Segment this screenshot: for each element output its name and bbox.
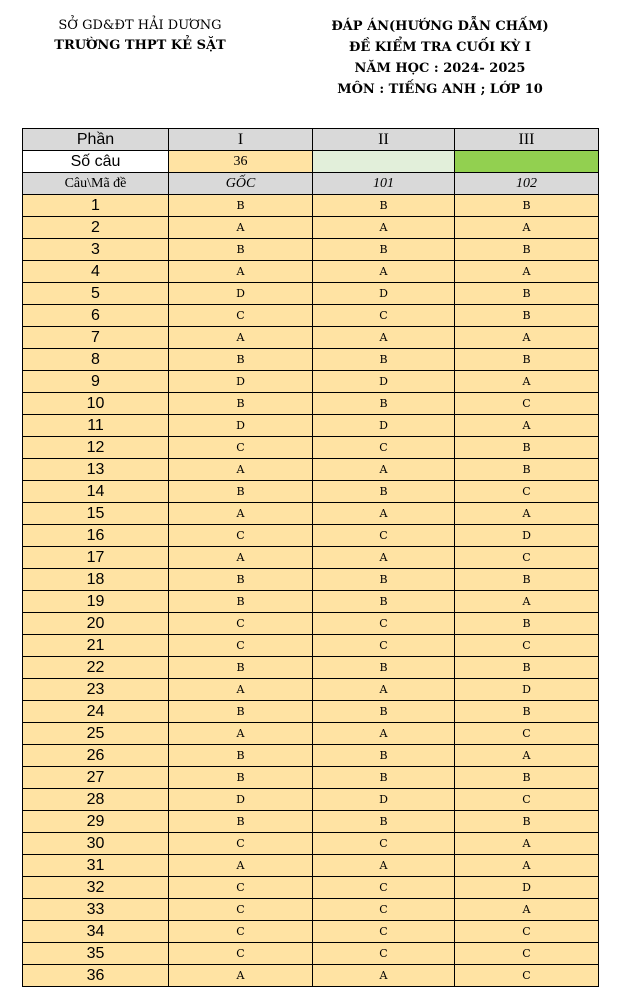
answer-code-101: A: [313, 327, 455, 349]
answer-row: [23, 459, 599, 481]
answer-original: B: [169, 195, 313, 217]
answer-code-102: A: [455, 261, 599, 283]
answer-code-101: C: [313, 921, 455, 943]
answer-original: A: [169, 679, 313, 701]
question-number: 17: [23, 547, 169, 569]
exam-code-row: [23, 173, 599, 195]
answer-key-table: [22, 128, 599, 987]
answer-row: [23, 811, 599, 833]
answer-code-101: B: [313, 701, 455, 723]
question-number: 4: [23, 261, 169, 283]
question-number: 15: [23, 503, 169, 525]
answer-code-101: A: [313, 855, 455, 877]
answer-code-102: C: [455, 965, 599, 987]
exam-code-101: 101: [313, 173, 455, 195]
question-number: 5: [23, 283, 169, 305]
question-number: 3: [23, 239, 169, 261]
answer-code-102: B: [455, 283, 599, 305]
school-year: NĂM HỌC : 2024- 2025: [354, 61, 526, 76]
part-header-row: [23, 129, 599, 151]
answer-code-102: B: [455, 437, 599, 459]
answer-row: [23, 855, 599, 877]
answer-code-102: B: [455, 239, 599, 261]
answer-code-101: A: [313, 217, 455, 239]
answer-code-102: C: [455, 943, 599, 965]
answer-original: B: [169, 349, 313, 371]
answer-code-102: D: [455, 679, 599, 701]
answer-code-101: A: [313, 261, 455, 283]
answer-original: D: [169, 371, 313, 393]
document-title-block: [320, 16, 560, 100]
question-number: 22: [23, 657, 169, 679]
answer-code-102: B: [455, 349, 599, 371]
question-number: 32: [23, 877, 169, 899]
question-number: 31: [23, 855, 169, 877]
answer-row: [23, 767, 599, 789]
answer-code-101: C: [313, 943, 455, 965]
answer-row: [23, 921, 599, 943]
question-number: 24: [23, 701, 169, 723]
answer-code-101: A: [313, 459, 455, 481]
question-number: 18: [23, 569, 169, 591]
answer-code-101: B: [313, 195, 455, 217]
answer-row: [23, 657, 599, 679]
answer-original: B: [169, 745, 313, 767]
answer-row: [23, 789, 599, 811]
answer-original: A: [169, 459, 313, 481]
question-code-label: Câu\Mã đề: [23, 173, 169, 195]
answer-code-101: A: [313, 965, 455, 987]
answer-row: [23, 217, 599, 239]
question-number: 8: [23, 349, 169, 371]
answer-row: [23, 283, 599, 305]
answer-code-102: A: [455, 833, 599, 855]
question-number: 26: [23, 745, 169, 767]
question-number: 29: [23, 811, 169, 833]
answer-original: B: [169, 811, 313, 833]
answer-row: [23, 481, 599, 503]
answer-row: [23, 877, 599, 899]
question-number: 23: [23, 679, 169, 701]
answer-original: A: [169, 965, 313, 987]
answer-row: [23, 569, 599, 591]
answer-row: [23, 899, 599, 921]
answer-code-102: B: [455, 767, 599, 789]
answer-code-102: A: [455, 415, 599, 437]
answer-code-102: B: [455, 657, 599, 679]
answer-row: [23, 371, 599, 393]
question-number: 12: [23, 437, 169, 459]
school-name: TRƯỜNG THPT KẺ SẶT: [54, 38, 226, 53]
answer-original: C: [169, 613, 313, 635]
answer-code-102: D: [455, 525, 599, 547]
answer-code-102: A: [455, 899, 599, 921]
answer-code-102: B: [455, 701, 599, 723]
answer-code-101: D: [313, 789, 455, 811]
question-number: 1: [23, 195, 169, 217]
answer-original: B: [169, 767, 313, 789]
answer-row: [23, 261, 599, 283]
question-number: 27: [23, 767, 169, 789]
answer-code-102: C: [455, 393, 599, 415]
answer-code-102: B: [455, 195, 599, 217]
answer-code-102: C: [455, 547, 599, 569]
answer-original: B: [169, 569, 313, 591]
question-number: 14: [23, 481, 169, 503]
question-number: 28: [23, 789, 169, 811]
answer-original: D: [169, 415, 313, 437]
question-count-row: [23, 151, 599, 173]
answer-code-102: A: [455, 591, 599, 613]
answer-row: [23, 679, 599, 701]
answer-code-102: C: [455, 723, 599, 745]
answer-original: C: [169, 943, 313, 965]
answer-row: [23, 701, 599, 723]
answer-code-101: A: [313, 679, 455, 701]
answer-code-101: C: [313, 899, 455, 921]
answer-original: A: [169, 217, 313, 239]
answer-code-101: B: [313, 591, 455, 613]
question-count-part-iii: [455, 151, 599, 173]
answer-row: [23, 327, 599, 349]
question-number: 20: [23, 613, 169, 635]
answer-row: [23, 503, 599, 525]
question-number: 25: [23, 723, 169, 745]
answer-code-102: A: [455, 371, 599, 393]
department-name: SỞ GD&ĐT HẢI DƯƠNG: [58, 18, 222, 33]
answer-original: B: [169, 239, 313, 261]
question-number: 33: [23, 899, 169, 921]
answer-code-102: D: [455, 877, 599, 899]
answer-code-101: B: [313, 811, 455, 833]
answer-original: B: [169, 393, 313, 415]
answer-code-101: C: [313, 635, 455, 657]
answer-code-102: C: [455, 921, 599, 943]
answer-code-101: B: [313, 481, 455, 503]
question-number: 13: [23, 459, 169, 481]
answer-original: C: [169, 833, 313, 855]
answer-original: C: [169, 899, 313, 921]
answer-row: [23, 723, 599, 745]
answer-original: C: [169, 921, 313, 943]
answer-original: A: [169, 723, 313, 745]
answer-row: [23, 393, 599, 415]
answer-row: [23, 437, 599, 459]
question-number: 9: [23, 371, 169, 393]
question-number: 11: [23, 415, 169, 437]
question-number: 21: [23, 635, 169, 657]
answer-original: A: [169, 855, 313, 877]
answer-original: A: [169, 503, 313, 525]
answer-original: B: [169, 591, 313, 613]
answer-code-101: C: [313, 305, 455, 327]
answer-row: [23, 305, 599, 327]
answer-code-102: B: [455, 569, 599, 591]
answer-row: [23, 635, 599, 657]
answer-original: B: [169, 657, 313, 679]
answer-code-101: B: [313, 767, 455, 789]
answer-code-102: C: [455, 789, 599, 811]
answer-code-101: B: [313, 569, 455, 591]
question-count-part-i: 36: [169, 151, 313, 173]
answer-row: [23, 195, 599, 217]
question-number: 10: [23, 393, 169, 415]
answer-code-101: B: [313, 393, 455, 415]
school-header: [30, 16, 250, 56]
answer-code-102: A: [455, 503, 599, 525]
answer-original: A: [169, 547, 313, 569]
answer-row: [23, 613, 599, 635]
answer-code-102: B: [455, 811, 599, 833]
answer-code-101: B: [313, 349, 455, 371]
answer-row: [23, 943, 599, 965]
question-number: 30: [23, 833, 169, 855]
answer-original: B: [169, 701, 313, 723]
answer-code-101: D: [313, 371, 455, 393]
question-number: 2: [23, 217, 169, 239]
answer-row: [23, 591, 599, 613]
answer-row: [23, 349, 599, 371]
part-i-cell: I: [169, 129, 313, 151]
answer-code-101: C: [313, 437, 455, 459]
question-number: 19: [23, 591, 169, 613]
answer-code-102: C: [455, 481, 599, 503]
part-iii-cell: III: [455, 129, 599, 151]
answer-code-101: B: [313, 745, 455, 767]
exam-code-original: GỐC: [169, 173, 313, 195]
answer-row: [23, 239, 599, 261]
subject-grade: MÔN : TIẾNG ANH ; LỚP 10: [337, 82, 543, 97]
answer-code-102: B: [455, 613, 599, 635]
answer-original: C: [169, 877, 313, 899]
answer-original: D: [169, 283, 313, 305]
answer-row: [23, 745, 599, 767]
answer-original: D: [169, 789, 313, 811]
answer-original: B: [169, 481, 313, 503]
answer-code-101: C: [313, 525, 455, 547]
answer-original: C: [169, 437, 313, 459]
question-number: 34: [23, 921, 169, 943]
answer-original: C: [169, 635, 313, 657]
answer-row: [23, 833, 599, 855]
answer-row: [23, 415, 599, 437]
answer-code-101: A: [313, 503, 455, 525]
answer-code-101: C: [313, 613, 455, 635]
question-number: 6: [23, 305, 169, 327]
question-count-part-ii: [313, 151, 455, 173]
answer-row: [23, 525, 599, 547]
answer-code-101: D: [313, 283, 455, 305]
answer-code-102: A: [455, 327, 599, 349]
answer-code-102: B: [455, 305, 599, 327]
part-ii-cell: II: [313, 129, 455, 151]
answer-code-101: C: [313, 833, 455, 855]
answer-row: [23, 965, 599, 987]
question-number: 7: [23, 327, 169, 349]
question-number: 35: [23, 943, 169, 965]
answer-code-102: A: [455, 745, 599, 767]
answer-code-101: C: [313, 877, 455, 899]
exam-name: ĐỀ KIỂM TRA CUỐI KỲ I: [349, 40, 531, 55]
answer-code-101: B: [313, 239, 455, 261]
answer-code-101: D: [313, 415, 455, 437]
document-title: ĐÁP ÁN(HƯỚNG DẪN CHẤM): [331, 19, 549, 34]
answer-code-102: C: [455, 635, 599, 657]
question-number: 16: [23, 525, 169, 547]
answer-original: C: [169, 525, 313, 547]
answer-code-101: A: [313, 723, 455, 745]
question-count-label: Số câu: [23, 151, 169, 173]
answer-row: [23, 547, 599, 569]
part-label-cell: Phần: [23, 129, 169, 151]
answer-code-101: B: [313, 657, 455, 679]
answer-code-101: A: [313, 547, 455, 569]
answer-code-102: A: [455, 217, 599, 239]
answer-code-102: B: [455, 459, 599, 481]
answer-original: A: [169, 261, 313, 283]
answer-code-102: A: [455, 855, 599, 877]
answer-original: C: [169, 305, 313, 327]
answer-original: A: [169, 327, 313, 349]
question-number: 36: [23, 965, 169, 987]
exam-code-102: 102: [455, 173, 599, 195]
